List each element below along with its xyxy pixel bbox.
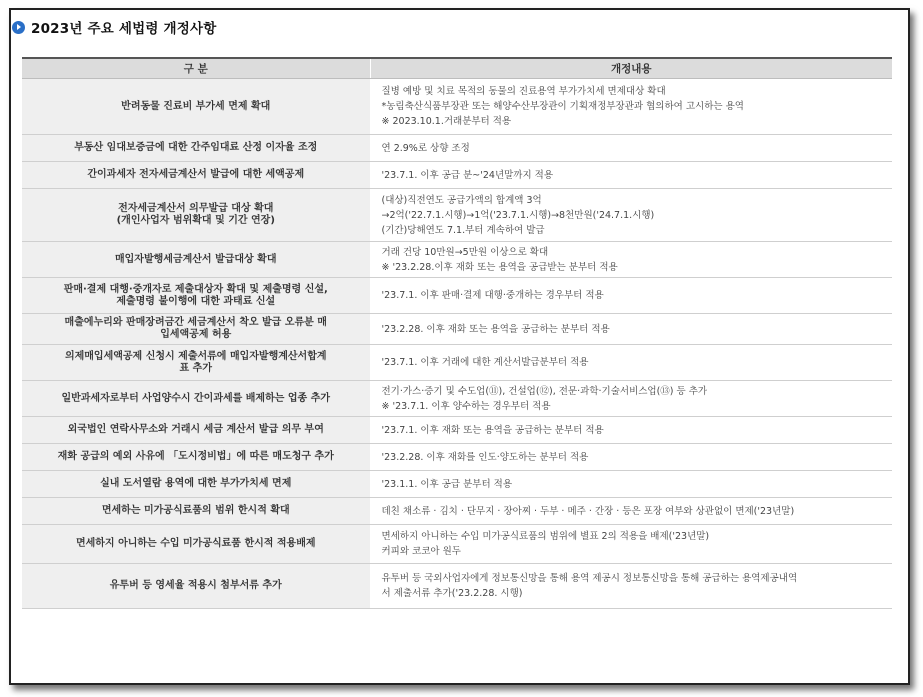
row-content-line: *농림축산식품부장관 또는 해양수산부장관이 기획재정부장관과 협의하여 고시하는 용역 (381, 101, 744, 112)
table-row (22, 444, 892, 471)
row-category-line: (개인사업자 범위확대 및 기간 연장) (116, 215, 275, 226)
row-category (22, 278, 370, 314)
table-row (22, 525, 892, 564)
row-content (370, 525, 892, 564)
row-category-line: 반려동물 진료비 부가세 면제 확대 (121, 100, 271, 112)
row-category-line: 유투버 등 영세율 적용시 첨부서류 추가 (109, 580, 282, 591)
row-category (22, 189, 370, 242)
row-category-line: 부동산 임대보증금에 대한 간주임대료 산정 이자율 조정 (74, 142, 318, 153)
table-header-row (22, 58, 892, 79)
row-category-line: 면세하지 아니하는 수입 미가공식료품 한시적 적용배제 (75, 538, 316, 549)
row-content-line: 질병 예방 및 치료 목적의 동물의 진료용역 부가가치세 면제대상 확대 (381, 86, 666, 97)
row-content (370, 162, 892, 189)
row-category (22, 314, 370, 345)
row-content-line: ※ 2023.10.1.거래분부터 적용 (381, 116, 512, 127)
row-content (370, 471, 892, 498)
table-row (22, 242, 892, 278)
row-content-line: '23.7.1. 이후 거래에 대한 계산서발급분부터 적용 (381, 357, 589, 368)
row-content (370, 189, 892, 242)
row-category (22, 135, 370, 162)
row-content (370, 135, 892, 162)
row-content-line: ※ '23.2.28.이후 재화 또는 용역을 공급받는 분부터 적용 (381, 261, 618, 273)
row-content-line: ※ '23.7.1. 이후 양수하는 경우부터 적용 (381, 400, 551, 412)
row-category (22, 381, 370, 417)
row-category-line: 일반과세자로부터 사업양수시 간이과세를 배제하는 업종 추가 (61, 392, 331, 404)
table-row (22, 162, 892, 189)
row-category-line: 매출에누리와 판매장려금간 세금계산서 착오 발급 오류분 매 (64, 317, 327, 328)
row-category-line: 판매·결제 대행·중개자로 제출대상자 확대 및 제출명령 신설, (63, 283, 328, 295)
row-category-line: 입세액공제 허용 (160, 329, 232, 340)
row-category (22, 162, 370, 189)
row-content-line: 거래 건당 10만원→5만원 이상으로 확대 (381, 246, 549, 258)
row-category-line: 표 추가 (179, 362, 212, 374)
row-category-line: 의제매입세액공제 신청시 제출서류에 매입자발행계산서합계 (64, 350, 327, 362)
row-category-line: 실내 도서열람 용역에 대한 부가가치세 면제 (100, 478, 292, 489)
table-row (22, 79, 892, 135)
row-content-line: '23.2.28. 이후 재화 또는 용역을 공급하는 분부터 적용 (381, 323, 610, 335)
row-category (22, 471, 370, 498)
row-category-line: 전자세금계산서 의무발급 대상 확대 (118, 203, 274, 214)
row-content (370, 242, 892, 278)
header-category: 구 분 (22, 58, 370, 79)
header-content: 개정내용 (370, 58, 892, 79)
row-category-line: 면세하는 미가공식료품의 범위 한시적 확대 (101, 505, 290, 516)
row-category (22, 242, 370, 278)
row-category-line: 외국법인 연락사무소와 거래시 세금 계산서 발급 의무 부여 (67, 424, 324, 435)
table-row (22, 314, 892, 345)
row-content-line: 면세하지 아니하는 수입 미가공식료품의 범위에 별표 2의 적용을 배제('23년말) (381, 531, 710, 542)
row-content-line: 연 2.9%로 상향 조정 (381, 142, 470, 154)
table-row (22, 498, 892, 525)
row-category-line: 매입자발행세금계산서 발급대상 확대 (114, 253, 277, 265)
row-content (370, 381, 892, 417)
row-content-line: '23.2.28. 이후 재화를 인도·양도하는 분부터 적용 (381, 451, 589, 463)
row-category (22, 498, 370, 525)
row-category (22, 345, 370, 381)
row-content-line: 데친 채소류 · 김치 · 단무지 · 장아찌 · 두부 · 메주 · 간장 · 등은 포장 여부와 상관없이 면제('23년말) (381, 505, 795, 517)
row-content-line: 서 제출서류 추가('23.2.28. 시행) (381, 588, 523, 599)
row-content (370, 278, 892, 314)
row-content-line: (기간)당해연도 7.1.부터 계속하여 발급 (381, 224, 545, 236)
table-row (22, 564, 892, 609)
table-row (22, 381, 892, 417)
row-content (370, 417, 892, 444)
tax-revision-table (22, 57, 892, 609)
table-row (22, 189, 892, 242)
row-content-line: 커피와 코코아 원두 (381, 546, 461, 557)
row-content-line: →2억('22.7.1.시행)→1억('23.7.1.시행)→8천만원('24.7.1.시행) (381, 209, 655, 221)
row-content-line: (대상)직전연도 공급가액의 합계액 3억 (381, 194, 542, 206)
row-content (370, 498, 892, 525)
row-category-line: 재화 공급의 예외 사유에 「도시정비법」에 따른 매도청구 추가 (57, 451, 334, 462)
row-content-line: '23.1.1. 이후 공급 분부터 적용 (381, 478, 513, 490)
table-row (22, 345, 892, 381)
row-category (22, 564, 370, 609)
row-content (370, 345, 892, 381)
table-row (22, 471, 892, 498)
row-content-line: 전기·가스·증기 및 수도업(⑪), 건설업(⑫), 전문·과학·기술서비스업(⑬) 등 추가 (381, 385, 708, 397)
row-content-line: 유투버 등 국외사업자에게 정보통신망을 통해 용역 제공시 정보통신망을 통해 공급하는 용역제공내역 (381, 573, 798, 584)
table-row (22, 135, 892, 162)
row-content-line: '23.7.1. 이후 공급 분~'24년말까지 적용 (381, 169, 554, 181)
row-content (370, 314, 892, 345)
play-bullet-icon (12, 21, 25, 34)
row-category-line: 제출명령 불이행에 대한 과태료 신설 (116, 295, 276, 307)
row-category (22, 444, 370, 471)
table-row (22, 278, 892, 314)
section-title-row (12, 16, 216, 38)
row-category-line: 간이과세자 전자세금계산서 발급에 대한 세액공제 (87, 169, 305, 180)
row-category (22, 525, 370, 564)
row-category (22, 417, 370, 444)
row-content (370, 444, 892, 471)
table-row (22, 417, 892, 444)
section-title: 2023년 주요 세법령 개정사항 (31, 21, 217, 37)
row-content (370, 564, 892, 609)
row-content (370, 79, 892, 135)
row-category (22, 79, 370, 135)
row-content-line: '23.7.1. 이후 판매·결제 대행·중개하는 경우부터 적용 (381, 290, 604, 301)
row-content-line: '23.7.1. 이후 재화 또는 용역을 공급하는 분부터 적용 (381, 424, 604, 436)
